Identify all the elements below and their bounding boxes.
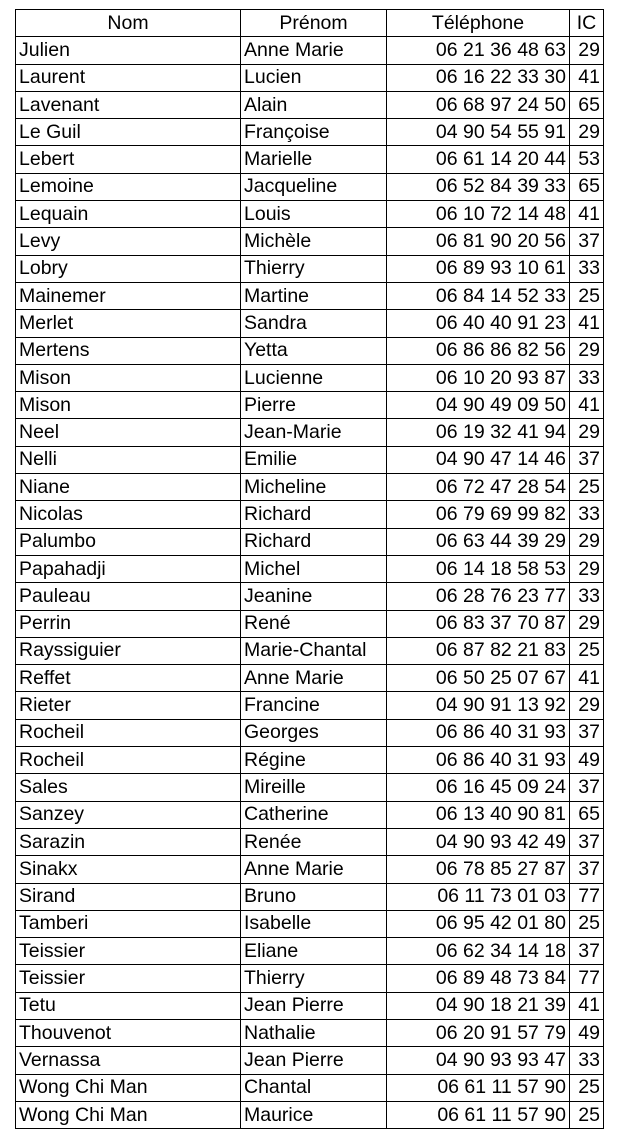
cell-prenom: Jacqueline (241, 173, 387, 200)
cell-nom: Vernassa (16, 1047, 241, 1074)
cell-telephone: 04 90 54 55 91 (387, 119, 570, 146)
cell-telephone: 06 52 84 39 33 (387, 173, 570, 200)
cell-ic: 25 (570, 637, 604, 664)
cell-telephone: 06 87 82 21 83 (387, 637, 570, 664)
cell-ic: 37 (570, 938, 604, 965)
table-row (16, 1101, 604, 1128)
cell-ic: 41 (570, 992, 604, 1019)
table-row (16, 364, 604, 391)
table-row (16, 255, 604, 282)
table-row (16, 719, 604, 746)
cell-ic: 33 (570, 364, 604, 391)
cell-prenom: Louis (241, 201, 387, 228)
cell-nom: Tamberi (16, 910, 241, 937)
cell-ic: 25 (570, 1074, 604, 1101)
cell-prenom: Anne Marie (241, 37, 387, 64)
table-row (16, 637, 604, 664)
cell-ic: 25 (570, 1101, 604, 1128)
cell-prenom: Catherine (241, 801, 387, 828)
cell-nom: Thouvenot (16, 1019, 241, 1046)
cell-telephone: 04 90 47 14 46 (387, 446, 570, 473)
cell-ic: 33 (570, 583, 604, 610)
cell-telephone: 04 90 93 42 49 (387, 828, 570, 855)
cell-prenom: Lucien (241, 64, 387, 91)
cell-prenom: Francine (241, 692, 387, 719)
cell-prenom: Isabelle (241, 910, 387, 937)
cell-ic: 77 (570, 883, 604, 910)
cell-ic: 37 (570, 228, 604, 255)
cell-prenom: Marie-Chantal (241, 637, 387, 664)
table-row (16, 555, 604, 582)
cell-ic: 77 (570, 965, 604, 992)
cell-telephone: 06 21 36 48 63 (387, 37, 570, 64)
cell-prenom: Richard (241, 501, 387, 528)
cell-nom: Sirand (16, 883, 241, 910)
cell-nom: Le Guil (16, 119, 241, 146)
cell-nom: Neel (16, 419, 241, 446)
cell-nom: Nelli (16, 446, 241, 473)
cell-ic: 33 (570, 255, 604, 282)
cell-telephone: 06 79 69 99 82 (387, 501, 570, 528)
cell-prenom: Chantal (241, 1074, 387, 1101)
cell-telephone: 06 11 73 01 03 (387, 883, 570, 910)
cell-prenom: Eliane (241, 938, 387, 965)
table-row (16, 856, 604, 883)
cell-ic: 65 (570, 173, 604, 200)
table-row (16, 64, 604, 91)
cell-prenom: Martine (241, 282, 387, 309)
cell-ic: 29 (570, 419, 604, 446)
table-row (16, 583, 604, 610)
cell-telephone: 06 86 40 31 93 (387, 719, 570, 746)
cell-ic: 37 (570, 856, 604, 883)
cell-prenom: Thierry (241, 255, 387, 282)
cell-telephone: 04 90 49 09 50 (387, 392, 570, 419)
cell-nom: Mison (16, 364, 241, 391)
table-row (16, 392, 604, 419)
cell-ic: 29 (570, 37, 604, 64)
cell-prenom: Nathalie (241, 1019, 387, 1046)
cell-ic: 49 (570, 747, 604, 774)
cell-telephone: 06 86 40 31 93 (387, 747, 570, 774)
cell-ic: 29 (570, 119, 604, 146)
cell-telephone: 06 16 45 09 24 (387, 774, 570, 801)
cell-telephone: 06 61 14 20 44 (387, 146, 570, 173)
cell-nom: Lobry (16, 255, 241, 282)
table-row (16, 1074, 604, 1101)
table-row (16, 1019, 604, 1046)
cell-prenom: Régine (241, 747, 387, 774)
cell-prenom: Georges (241, 719, 387, 746)
table-row (16, 37, 604, 64)
table-header (16, 10, 604, 37)
table-row (16, 692, 604, 719)
cell-nom: Rocheil (16, 747, 241, 774)
table-row (16, 146, 604, 173)
cell-nom: Merlet (16, 310, 241, 337)
cell-nom: Levy (16, 228, 241, 255)
table-row (16, 173, 604, 200)
cell-nom: Reffet (16, 665, 241, 692)
cell-telephone: 06 10 72 14 48 (387, 201, 570, 228)
cell-ic: 37 (570, 446, 604, 473)
cell-nom: Sinakx (16, 856, 241, 883)
cell-telephone: 06 40 40 91 23 (387, 310, 570, 337)
cell-telephone: 06 84 14 52 33 (387, 282, 570, 309)
table-row (16, 828, 604, 855)
header-ic: IC (570, 10, 604, 37)
table-row (16, 119, 604, 146)
cell-ic: 37 (570, 774, 604, 801)
cell-nom: Mison (16, 392, 241, 419)
cell-telephone: 04 90 93 93 47 (387, 1047, 570, 1074)
table-row (16, 910, 604, 937)
cell-telephone: 06 28 76 23 77 (387, 583, 570, 610)
cell-nom: Pauleau (16, 583, 241, 610)
cell-prenom: René (241, 610, 387, 637)
cell-prenom: Françoise (241, 119, 387, 146)
table-row (16, 337, 604, 364)
table-row (16, 419, 604, 446)
cell-ic: 41 (570, 392, 604, 419)
cell-telephone: 06 89 48 73 84 (387, 965, 570, 992)
cell-nom: Laurent (16, 64, 241, 91)
cell-ic: 41 (570, 64, 604, 91)
cell-telephone: 06 86 86 82 56 (387, 337, 570, 364)
table-row (16, 610, 604, 637)
cell-nom: Papahadji (16, 555, 241, 582)
cell-telephone: 06 83 37 70 87 (387, 610, 570, 637)
cell-telephone: 06 10 20 93 87 (387, 364, 570, 391)
table-row (16, 1047, 604, 1074)
cell-telephone: 06 50 25 07 67 (387, 665, 570, 692)
cell-telephone: 06 62 34 14 18 (387, 938, 570, 965)
cell-prenom: Bruno (241, 883, 387, 910)
cell-nom: Perrin (16, 610, 241, 637)
table-row (16, 228, 604, 255)
table-row (16, 501, 604, 528)
cell-ic: 29 (570, 610, 604, 637)
cell-prenom: Jeanine (241, 583, 387, 610)
cell-nom: Sanzey (16, 801, 241, 828)
cell-telephone: 06 89 93 10 61 (387, 255, 570, 282)
table-row (16, 774, 604, 801)
cell-prenom: Renée (241, 828, 387, 855)
cell-nom: Palumbo (16, 528, 241, 555)
cell-ic: 41 (570, 201, 604, 228)
cell-ic: 25 (570, 282, 604, 309)
cell-ic: 25 (570, 910, 604, 937)
cell-nom: Niane (16, 474, 241, 501)
cell-nom: Lequain (16, 201, 241, 228)
cell-telephone: 06 63 44 39 29 (387, 528, 570, 555)
cell-nom: Mainemer (16, 282, 241, 309)
cell-nom: Nicolas (16, 501, 241, 528)
cell-prenom: Michèle (241, 228, 387, 255)
table-row (16, 965, 604, 992)
cell-telephone: 06 78 85 27 87 (387, 856, 570, 883)
table-row (16, 992, 604, 1019)
cell-prenom: Alain (241, 91, 387, 118)
cell-telephone: 06 61 11 57 90 (387, 1101, 570, 1128)
cell-telephone: 06 72 47 28 54 (387, 474, 570, 501)
cell-prenom: Anne Marie (241, 856, 387, 883)
cell-prenom: Pierre (241, 392, 387, 419)
header-nom: Nom (16, 10, 241, 37)
cell-ic: 29 (570, 692, 604, 719)
cell-prenom: Sandra (241, 310, 387, 337)
cell-telephone: 06 20 91 57 79 (387, 1019, 570, 1046)
cell-ic: 29 (570, 555, 604, 582)
cell-prenom: Thierry (241, 965, 387, 992)
cell-prenom: Michel (241, 555, 387, 582)
cell-nom: Lemoine (16, 173, 241, 200)
cell-telephone: 06 14 18 58 53 (387, 555, 570, 582)
cell-ic: 29 (570, 528, 604, 555)
cell-nom: Teissier (16, 965, 241, 992)
cell-nom: Sales (16, 774, 241, 801)
cell-nom: Wong Chi Man (16, 1074, 241, 1101)
cell-nom: Wong Chi Man (16, 1101, 241, 1128)
table-row (16, 665, 604, 692)
cell-nom: Sarazin (16, 828, 241, 855)
header-prenom: Prénom (241, 10, 387, 37)
cell-prenom: Yetta (241, 337, 387, 364)
cell-prenom: Maurice (241, 1101, 387, 1128)
cell-ic: 37 (570, 828, 604, 855)
cell-nom: Lebert (16, 146, 241, 173)
cell-nom: Rayssiguier (16, 637, 241, 664)
table-row (16, 747, 604, 774)
cell-nom: Rieter (16, 692, 241, 719)
cell-telephone: 06 81 90 20 56 (387, 228, 570, 255)
table-row (16, 201, 604, 228)
cell-ic: 33 (570, 1047, 604, 1074)
cell-nom: Mertens (16, 337, 241, 364)
cell-nom: Rocheil (16, 719, 241, 746)
cell-telephone: 04 90 91 13 92 (387, 692, 570, 719)
cell-prenom: Jean-Marie (241, 419, 387, 446)
table-row (16, 282, 604, 309)
table-row (16, 801, 604, 828)
cell-ic: 29 (570, 337, 604, 364)
contact-table (15, 9, 604, 1129)
cell-telephone: 06 61 11 57 90 (387, 1074, 570, 1101)
table-row (16, 474, 604, 501)
cell-telephone: 06 95 42 01 80 (387, 910, 570, 937)
cell-telephone: 04 90 18 21 39 (387, 992, 570, 1019)
cell-prenom: Marielle (241, 146, 387, 173)
cell-ic: 65 (570, 91, 604, 118)
table-row (16, 446, 604, 473)
cell-nom: Teissier (16, 938, 241, 965)
cell-nom: Tetu (16, 992, 241, 1019)
cell-telephone: 06 16 22 33 30 (387, 64, 570, 91)
table-body (16, 37, 604, 1129)
cell-telephone: 06 68 97 24 50 (387, 91, 570, 118)
cell-nom: Lavenant (16, 91, 241, 118)
cell-prenom: Lucienne (241, 364, 387, 391)
table-row (16, 528, 604, 555)
cell-ic: 53 (570, 146, 604, 173)
cell-telephone: 06 19 32 41 94 (387, 419, 570, 446)
cell-ic: 33 (570, 501, 604, 528)
cell-nom: Julien (16, 37, 241, 64)
table-row (16, 938, 604, 965)
table-row (16, 91, 604, 118)
cell-ic: 65 (570, 801, 604, 828)
cell-prenom: Micheline (241, 474, 387, 501)
cell-ic: 49 (570, 1019, 604, 1046)
header-telephone: Téléphone (387, 10, 570, 37)
cell-prenom: Jean Pierre (241, 992, 387, 1019)
cell-prenom: Richard (241, 528, 387, 555)
cell-prenom: Mireille (241, 774, 387, 801)
cell-ic: 41 (570, 310, 604, 337)
table-row (16, 310, 604, 337)
cell-ic: 37 (570, 719, 604, 746)
cell-ic: 25 (570, 474, 604, 501)
cell-ic: 41 (570, 665, 604, 692)
cell-prenom: Anne Marie (241, 665, 387, 692)
cell-prenom: Emilie (241, 446, 387, 473)
cell-telephone: 06 13 40 90 81 (387, 801, 570, 828)
table-row (16, 883, 604, 910)
header-row (16, 10, 604, 37)
cell-prenom: Jean Pierre (241, 1047, 387, 1074)
